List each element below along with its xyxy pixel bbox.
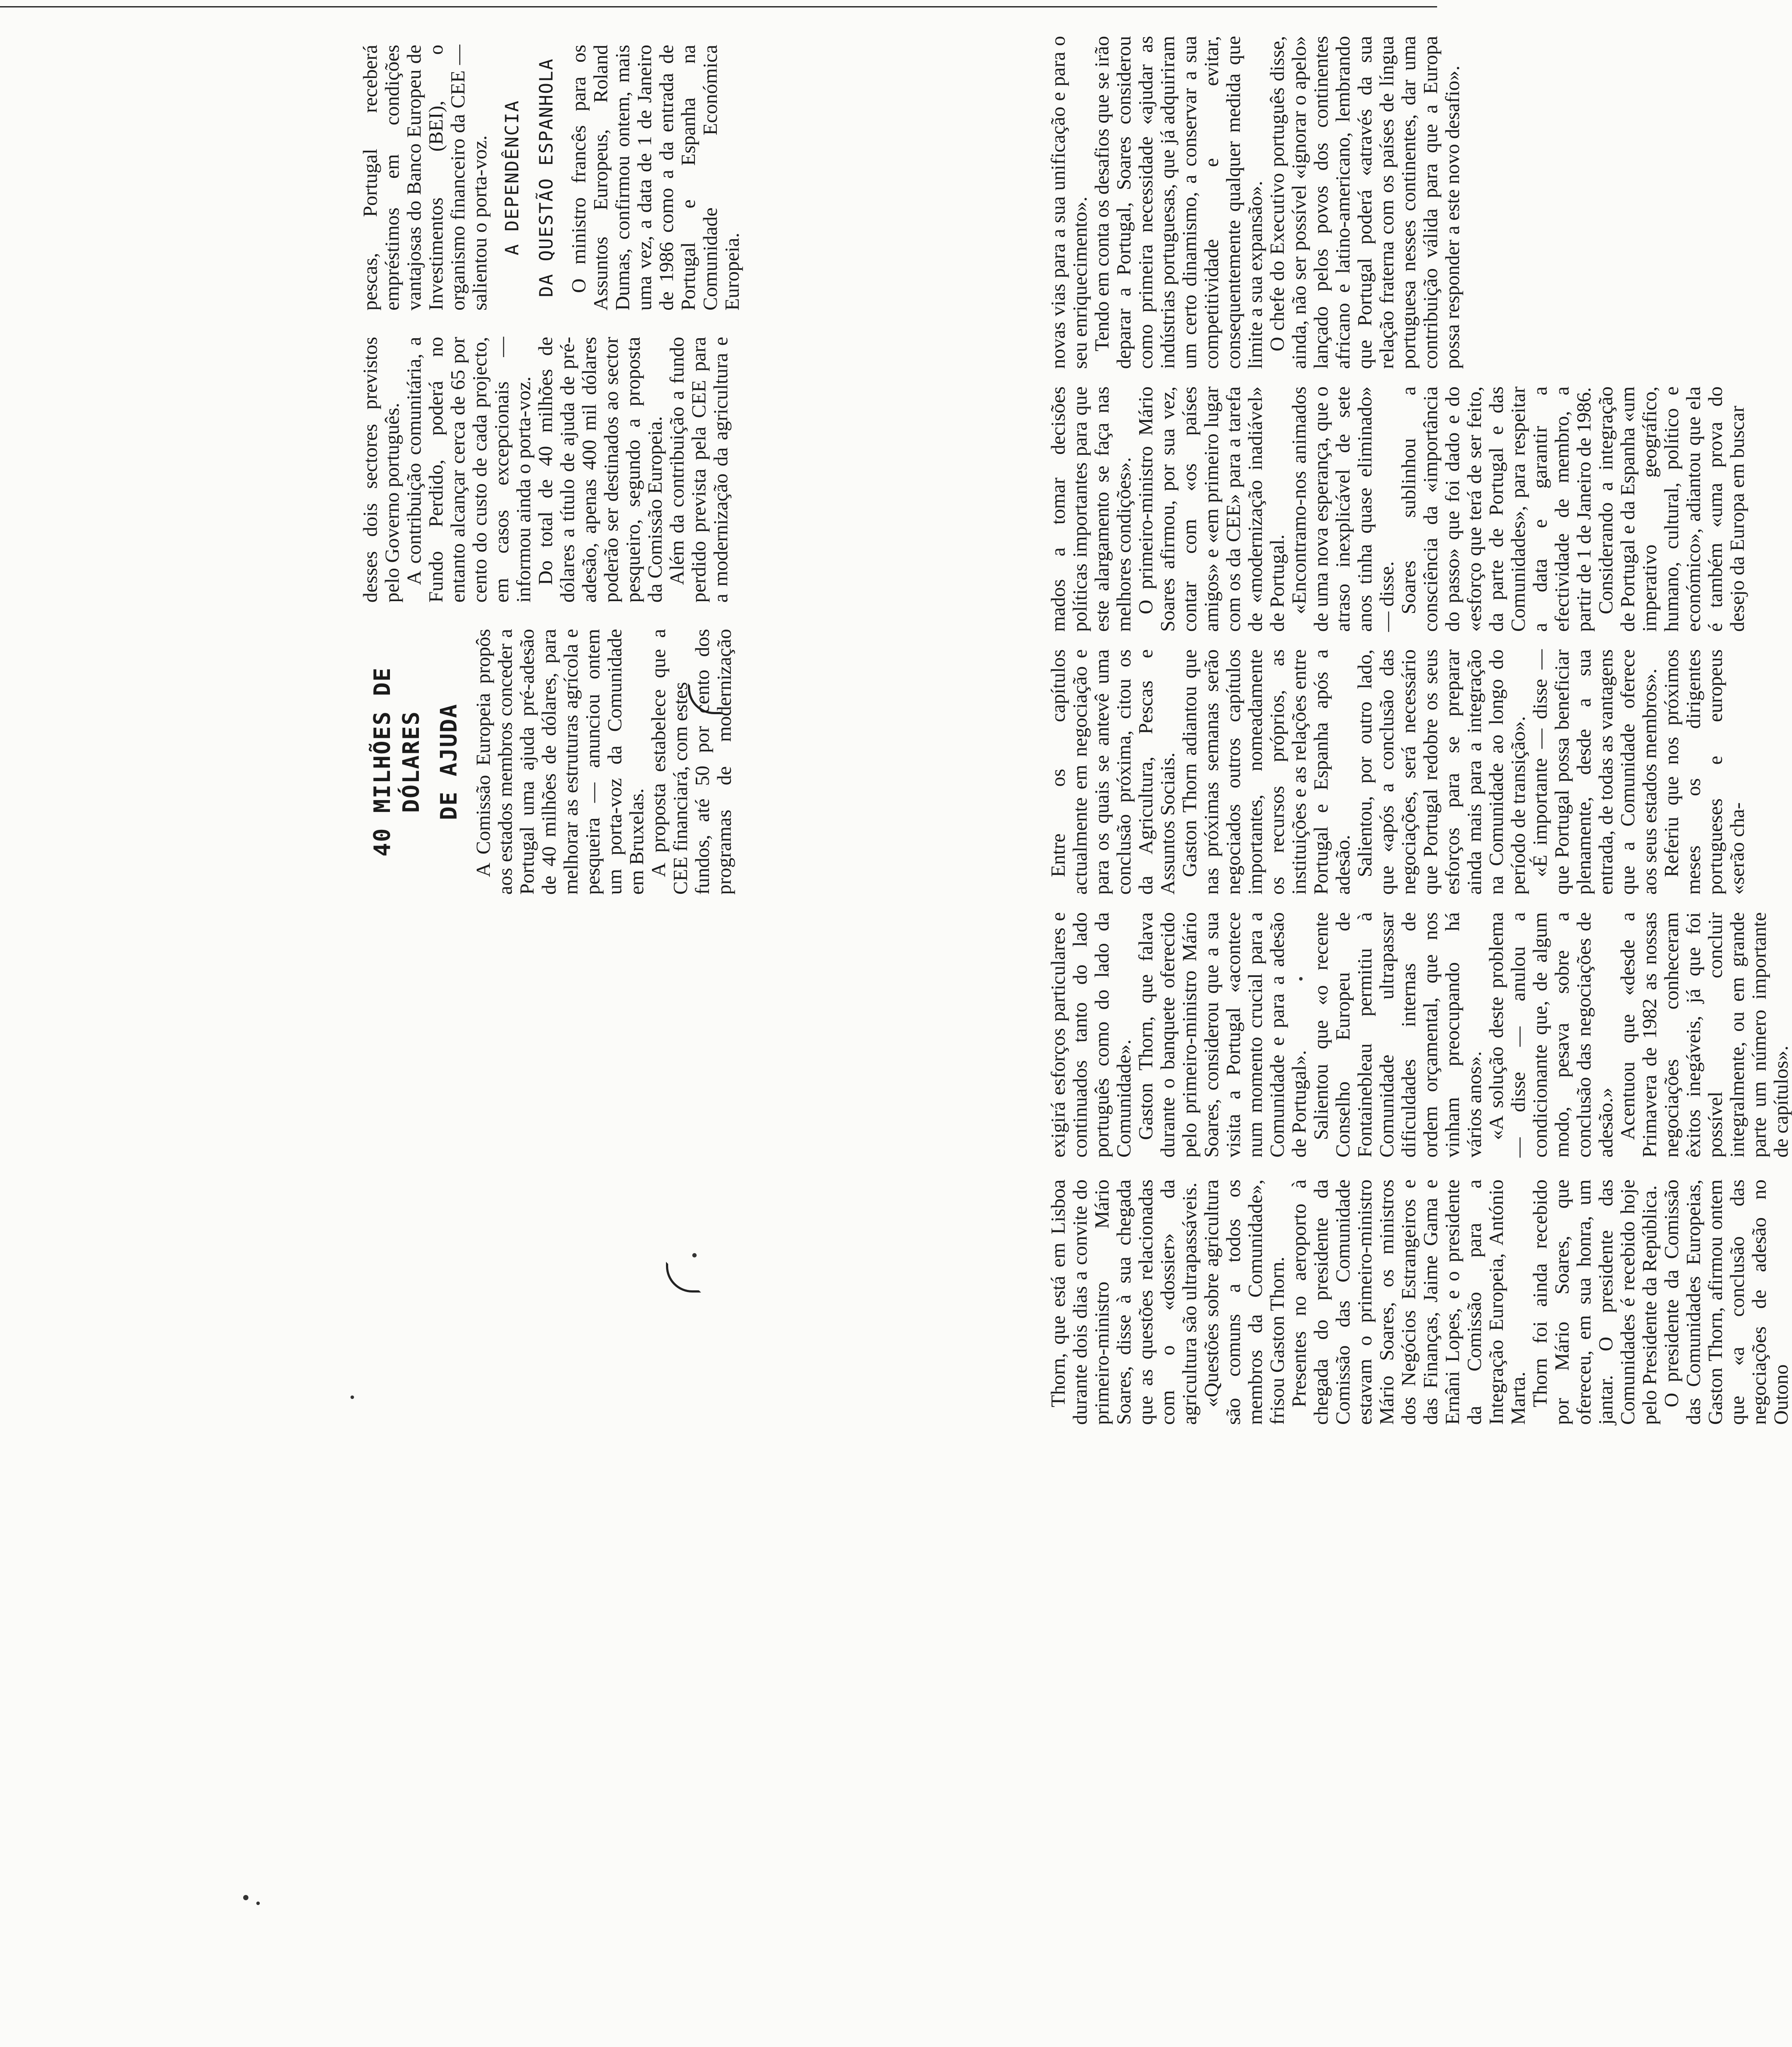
- subhead-2-line-2: DA QUESTÃO ESPANHOLA: [535, 58, 557, 297]
- paragraph: Acentuou que «desde a Primavera de 1982 as nossas negociações conheceram êxitos inegáveis, já que foi possível concluir integralmente, ou em grande parte um número importante de capítulos».: [1616, 912, 1792, 1158]
- subhead-1-line-1: 40 MILHÕES DE DÓLARES: [369, 667, 425, 857]
- upper-columns: [359, 45, 1025, 895]
- paragraph: Gaston Thorn, que falava durante o banquete oferecido pelo primeiro-ministro Mário Soares, considerou que a sua visita a Portugal «acontece num momento crucial para a Comunidade e para a adesão de Portugal».: [1134, 912, 1310, 1158]
- paragraph: A proposta estabelece que a CEE financiará, com estes: [647, 629, 691, 895]
- paragraph: novas vias para a sua unificação e para o seu enriquecimento».: [1047, 36, 1091, 369]
- subhead-2-line-1: A DEPENDÊNCIA: [501, 100, 523, 255]
- paragraph: Thorn foi ainda recebido por Mário Soares, que ofereceu, em sua honra, um jantar. O presidente das Comunidades é recebido hoje pelo Presidente da República.: [1529, 1179, 1661, 1425]
- paragraph: mados a tomar decisões políticas importantes para que este alargamento se faça nas melhores condições».: [1047, 386, 1135, 632]
- article-column-3: [1047, 649, 1748, 895]
- paragraph: Do total de 40 milhões de dólares a título de ajuda de pré-adesão, apenas 400 mil dólares poderão ser destinados ao sector pesqueiro, segundo a proposta da Comissão Europeia.: [534, 336, 666, 603]
- paragraph: O ministro francês para os Assuntos Europeus, Roland Dumas, confirmou ontem, mais uma vez, a data de 1 de Janeiro de 1986 como a da entrada de Portugal e Espanha na Comunidade Económica Europeia.: [567, 45, 743, 311]
- paragraph: «É importante — disse — que Portugal possa beneficiar plenamente, desde a sua entrada, de todas as vantagens que a Comunidade oferece aos seus estados membros».: [1529, 649, 1661, 895]
- paragraph: Salientou, por outro lado, que «após a conclusão das negociações, será necessário que Portugal redobre os seus esforços para se preparar ainda mais para a integração na Comunidade ao longo do período de transição».: [1353, 649, 1529, 895]
- article-column-4: [1047, 386, 1748, 632]
- paragraph: Gaston Thorn adiantou que nas próximas semanas serão negociados outros capítulos importantes, nomeadamente os recursos próprios, as instituições e as relações entre Portugal e Espanha após a adesão.: [1178, 649, 1354, 895]
- paragraph: O chefe do Executivo português disse, ainda, não ser possível «ignorar o apelo» lançado pelos povos dos continentes africano e latino-americano, lembrando que Portugal poderá «através da sua relação fraterna com os países de língua portuguesa nesses continentes, dar uma contribuição válida para que a Europa possa responder a este novo desafio».: [1266, 36, 1463, 369]
- paragraph: Referiu que nos próximos meses os dirigentes portugueses e europeus «serão cha-: [1660, 649, 1748, 895]
- paragraph: O presidente da Comissão das Comunidades Europeias, Gaston Thorn, afirmou ontem que «a conclusão das negociações de adesão no Outono: [1660, 1179, 1792, 1425]
- paragraph: Thorn, que está em Lisboa durante dois dias a convite do primeiro-ministro Mário Soares, disse à sua chegada que as questões relacionadas com o «dossier» da agricultura são ultrapassáveis.: [1047, 1179, 1201, 1425]
- paragraph: Salientou que «o recente Conselho Europeu de Fontainebleau permitiu à Comunidade ultrapassar dificuldades internas de ordem orçamental, que nos vinham preocupando há vários anos».: [1310, 912, 1485, 1158]
- paragraph: O primeiro-ministro Mário Soares afirmou, por sua vez, contar com «os países amigos» e «em primeiro lugar com os da CEE» para a tarefa de «modernização inadiável» de Portugal.: [1134, 386, 1288, 632]
- paragraph: fundos, até 50 por cento dos programas de modernização desses dois sectores previstos pelo Governo português.: [359, 336, 735, 895]
- paragraph: «A solução deste problema — disse — anulou a condicionante que, de algum modo, pesava sobre a conclusão das negociações de adesão.»: [1485, 912, 1617, 1158]
- paragraph: A Comissão Europeia propôs aos estados membros conceder a Portugal uma ajuda pré-adesão de 40 milhões de dólares, para melhorar as estruturas agrícola e pesqueira — anunciou ontem um porta-voz da Comunidade em Bruxelas.: [472, 629, 648, 895]
- paragraph: Tendo em conta os desafios que se irão deparar a Portugal, Soares considerou como primeira necessidade «ajudar as indústrias portuguesas, que já adquiriram um certo dinamismo, a conservar a sua competitividade e evitar, consequentemente qualquer medida que limite a sua expansão».: [1091, 36, 1266, 369]
- article-column-1: [1047, 1179, 1792, 1425]
- paragraph: Além da contribuição a fundo perdido prevista pela CEE para a modernização da agricultura e pescas, Portugal receberá empréstimos em condições vantajosas do Banco Europeu de Investimentos (BEI), o organismo financeiro da CEE — salientou o porta-voz.: [359, 45, 732, 603]
- article-column-5: [1047, 36, 1463, 369]
- paragraph: «Questões sobre agricultura são comuns a todos os membros da Comunidade», frisou Gaston Thorn.: [1200, 1179, 1288, 1425]
- subhead-1-line-2: DE AJUDA: [436, 703, 462, 820]
- article-column-1-top: [767, 1179, 1047, 1425]
- paragraph: Considerando a integração de Portugal e da Espanha «um imperativo geográfico, humano, cultural, político e económico», adiantou que ela é também «uma prova do desejo da Europa em buscar: [1594, 386, 1748, 632]
- paragraph: Soares sublinhou a consciência da «importância do passo» que foi dado e do «esforço que terá de ser feito, da parte de Portugal e das Comunidades», para respeitar a data e garantir a efectividade de membro, a partir de 1 de Janeiro de 1986.: [1397, 386, 1595, 632]
- paragraph: exigirá esforços particulares e continuados tanto do lado português como do lado da Comunidade».: [1047, 912, 1135, 1158]
- paragraph: Presentes no aeroporto à chegada do presidente da Comissão das Comunidade estavam o primeiro-ministro Mário Soares, os ministros dos Negócios Estrangeiros e das Finanças, Jaime Gama e Ernâni Lopes, e o presidente da Comissão para a Integração Europeia, António Marta.: [1288, 1179, 1529, 1425]
- paragraph: Entre os capítulos actualmente em negociação e para os quais se antevê uma conclusão próxima, citou os da Agricultura, Pescas e Assuntos Sociais.: [1047, 649, 1179, 895]
- paragraph: A contribuição comunitária, a Fundo Perdido, poderá no entanto alcançar cerca de 65 por cento do custo de cada projecto, em casos excepcionais — informou ainda o porta-voz.: [403, 336, 535, 603]
- paragraph: «Encontramo-nos animados de uma nova esperança, que o atraso inexplicável de sete anos tinha quase eliminado» — disse.: [1288, 386, 1398, 632]
- article-column-2: [1047, 912, 1792, 1158]
